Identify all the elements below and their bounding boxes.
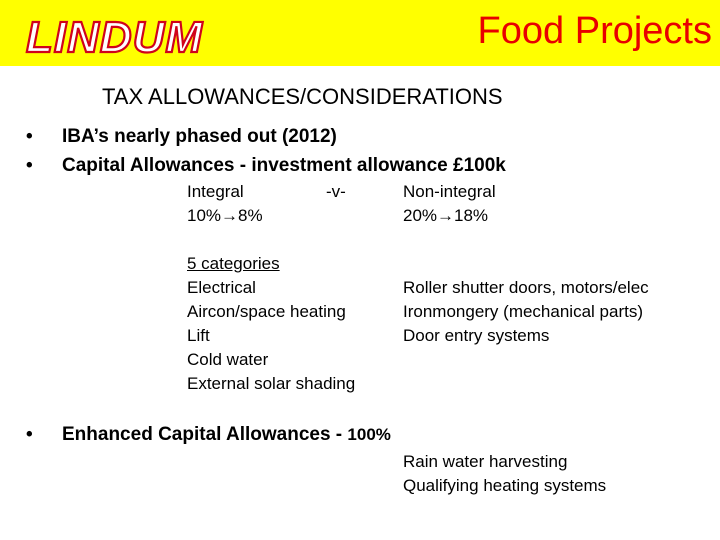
category-item: Aircon/space heating xyxy=(187,302,346,321)
integral-rate: 10%→8% xyxy=(187,206,263,225)
bullet-text: IBA’s nearly phased out (2012) xyxy=(62,126,337,147)
bullet-capital-allowances xyxy=(26,155,506,177)
categories-title: 5 categories xyxy=(187,254,280,273)
bullet-rate: 100% xyxy=(347,425,391,444)
integral-title: Integral xyxy=(187,182,244,201)
category-item: Lift xyxy=(187,326,210,345)
bullet-iba xyxy=(26,126,337,148)
page-title: TAX ALLOWANCES/CONSIDERATIONS xyxy=(102,84,503,109)
enhanced-item: Qualifying heating systems xyxy=(403,476,607,495)
bullet-dot-icon: • xyxy=(26,126,33,147)
category-item: Electrical xyxy=(187,278,256,297)
bullet-dot-icon: • xyxy=(26,424,33,445)
category-item: Cold water xyxy=(187,350,269,369)
header-band xyxy=(0,0,720,66)
non-integral-title: Non-integral xyxy=(403,182,496,201)
category-item: External solar shading xyxy=(187,374,356,393)
bullet-enhanced-capital-allowances xyxy=(26,424,391,446)
bullet-text: Capital Allowances - investment allowance £100k xyxy=(62,155,506,176)
non-integral-item: Door entry systems xyxy=(403,326,550,345)
bullet-dot-icon: • xyxy=(26,155,33,176)
non-integral-item: Roller shutter doors, motors/elec xyxy=(403,278,649,297)
enhanced-item: Rain water harvesting xyxy=(403,452,568,471)
non-integral-rate: 20%→18% xyxy=(403,206,489,225)
lindum-logo xyxy=(24,12,310,58)
bullet-text: Enhanced Capital Allowances - xyxy=(62,424,348,445)
logo-text: LINDUM xyxy=(26,13,204,58)
brand-title: Food Projects xyxy=(477,10,712,52)
versus-label: -v- xyxy=(326,182,346,201)
non-integral-item: Ironmongery (mechanical parts) xyxy=(403,302,643,321)
